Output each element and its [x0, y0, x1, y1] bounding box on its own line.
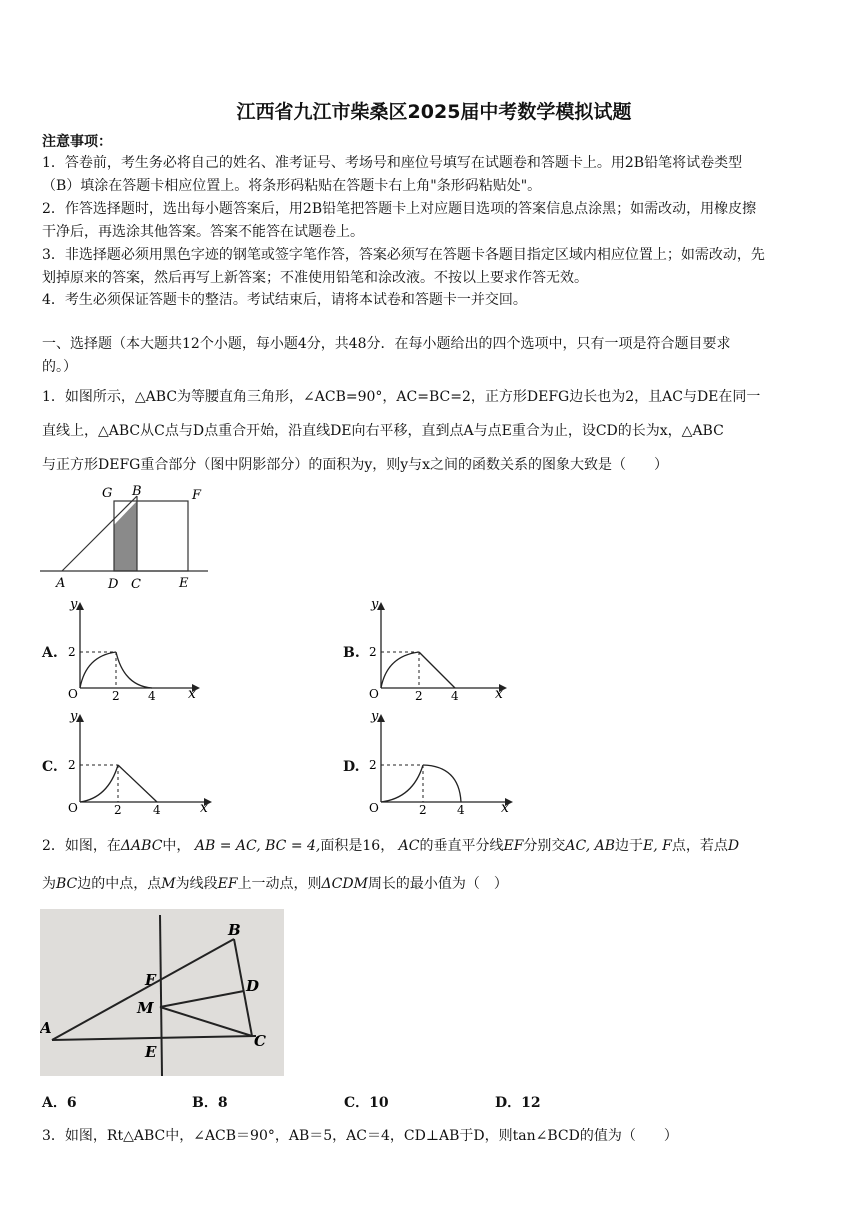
notice-line: 3．非选择题必须用黑色字迹的钢笔或签字笔作答，答案必须写在答题卡各题目指定区域内相应位置上；如需改动，先 — [42, 247, 765, 263]
x-axis-label: x — [200, 800, 208, 816]
point-label-a: A — [56, 576, 66, 591]
x-tick-4: 4 — [451, 689, 459, 702]
q2-math: EF — [217, 876, 238, 892]
y-tick-2: 2 — [68, 758, 76, 772]
option-c-graph — [62, 710, 218, 820]
point-label-f: F — [192, 488, 202, 503]
x-axis-label: x — [495, 686, 503, 702]
y-tick-2: 2 — [369, 645, 377, 659]
q2-text: 分别交 — [523, 838, 566, 854]
point-label-a: A — [40, 1019, 52, 1037]
notice-line: 4．考生必须保证答题卡的整洁。考试结束后，请将本试卷和答题卡一并交回。 — [42, 292, 527, 308]
q2-text: 上一动点，则 — [237, 876, 322, 892]
q2-math: D — [727, 838, 740, 854]
y-tick-2: 2 — [68, 645, 76, 659]
q2-math: E, F — [643, 838, 672, 854]
page-title: 江西省九江市柴桑区2025届中考数学模拟试题 — [236, 101, 632, 123]
origin-label: O — [68, 801, 78, 815]
question-3-text: 3．如图，Rt△ABC中，∠ACB＝90°，AB＝5，AC＝4，CD⊥AB于D，则tan∠BCD的值为（ ） — [42, 1128, 678, 1144]
q2-math: M — [161, 876, 176, 892]
point-label-d: D — [108, 577, 119, 592]
x-tick-4: 4 — [457, 803, 465, 817]
question-1-text: 与正方形DEFG重合部分（图中阴影部分）的面积为y，则y与x之间的函数关系的图象大致是（ ） — [42, 457, 669, 473]
option-c-label: C. — [42, 759, 58, 775]
option-d-graph — [363, 710, 519, 820]
question-2-figure — [40, 909, 284, 1076]
x-tick-2: 2 — [419, 803, 427, 817]
option-d-label: D. — [343, 759, 360, 775]
q2-text: 面积是16， — [320, 838, 395, 854]
question-1-figure — [40, 484, 210, 594]
x-tick-4: 4 — [153, 803, 161, 817]
origin-label: O — [369, 801, 379, 815]
q2-math: ΔCDM — [321, 876, 368, 892]
q2-math: EF — [503, 838, 524, 854]
q2-text: 周长的最小值为（ ） — [367, 876, 508, 892]
point-label-c: C — [131, 577, 141, 592]
x-tick-4: 4 — [148, 689, 156, 702]
q2-text: 点，若点 — [671, 838, 728, 854]
x-tick-2: 2 — [114, 803, 122, 817]
x-axis-label: x — [501, 800, 509, 816]
q2-math: AC, AB — [565, 838, 616, 854]
y-axis-label: y — [70, 598, 78, 612]
q2-text: 为 — [42, 876, 56, 892]
point-label-e: E — [179, 576, 189, 591]
x-axis-label: x — [188, 686, 196, 702]
notice-line: 1．答卷前，考生务必将自己的姓名、准考证号、考场号和座位号填写在试题卷和答题卡上。用2B铅笔将试卷类型 — [42, 155, 743, 171]
y-tick-2: 2 — [369, 758, 377, 772]
y-axis-label: y — [371, 598, 379, 612]
point-label-m: M — [137, 999, 154, 1017]
q2-text: 的垂直平分线 — [419, 838, 504, 854]
q2-text: 为线段 — [175, 876, 218, 892]
point-label-g: G — [102, 486, 113, 501]
notice-line: 2．作答选择题时，选出每小题答案后，用2B铅笔把答题卡上对应题目选项的答案信息点涂黑；如需改动，用橡皮擦 — [42, 201, 757, 217]
q2-math: AC — [398, 838, 420, 854]
q2-text: 2．如图，在 — [42, 838, 121, 854]
point-label-b: B — [132, 484, 142, 499]
point-label-d: D — [246, 977, 260, 995]
question-1-text: 直线上，△ABC从C点与D点重合开始，沿直线DE向右平移，直到点A与点E重合为止，设CD的长为x，△ABC — [42, 423, 724, 439]
x-tick-2: 2 — [112, 689, 120, 702]
x-tick-2: 2 — [415, 689, 423, 702]
notice-heading: 注意事项： — [42, 134, 112, 150]
option-b-graph — [363, 598, 511, 702]
q2-text: 边于 — [615, 838, 644, 854]
q2-math: AB = AC, BC = 4, — [194, 838, 321, 854]
point-label-e: E — [145, 1043, 157, 1061]
origin-label: O — [369, 687, 379, 701]
section-heading: 的。） — [42, 359, 77, 375]
point-label-c: C — [254, 1032, 266, 1050]
point-label-f: F — [145, 971, 156, 989]
q2-math: BC — [56, 876, 78, 892]
y-axis-label: y — [70, 710, 78, 724]
q2-option-c: C．10 — [344, 1095, 389, 1111]
option-b-label: B. — [343, 645, 360, 661]
question-2-text — [42, 874, 508, 894]
point-label-b: B — [228, 921, 241, 939]
notice-line: 划掉原来的答案，然后再写上新答案；不准使用铅笔和涂改液。不按以上要求作答无效。 — [42, 270, 588, 286]
q2-option-d: D．12 — [495, 1095, 541, 1111]
q2-text: 中， — [162, 838, 191, 854]
origin-label: O — [68, 687, 78, 701]
q2-text: 边的中点，点 — [77, 876, 162, 892]
q2-option-b: B．8 — [192, 1095, 228, 1111]
q2-option-a: A．6 — [42, 1095, 77, 1111]
option-a-label: A. — [42, 645, 58, 661]
notice-line: （B）填涂在答题卡相应位置上。将条形码粘贴在答题卡右上角"条形码粘贴处"。 — [42, 178, 542, 194]
q2-math: ΔABC — [120, 838, 163, 854]
option-a-graph — [62, 598, 202, 702]
y-axis-label: y — [371, 710, 379, 724]
question-2-text — [42, 836, 739, 856]
question-1-text: 1．如图所示，△ABC为等腰直角三角形，∠ACB=90°，AC=BC=2，正方形DEFG边长也为2，且AC与DE在同一 — [42, 389, 761, 405]
section-heading: 一、选择题（本大题共12个小题，每小题4分，共48分．在每小题给出的四个选项中，只有一项是符合题目要求 — [42, 336, 731, 352]
notice-line: 干净后，再选涂其他答案。答案不能答在试题卷上。 — [42, 224, 364, 240]
